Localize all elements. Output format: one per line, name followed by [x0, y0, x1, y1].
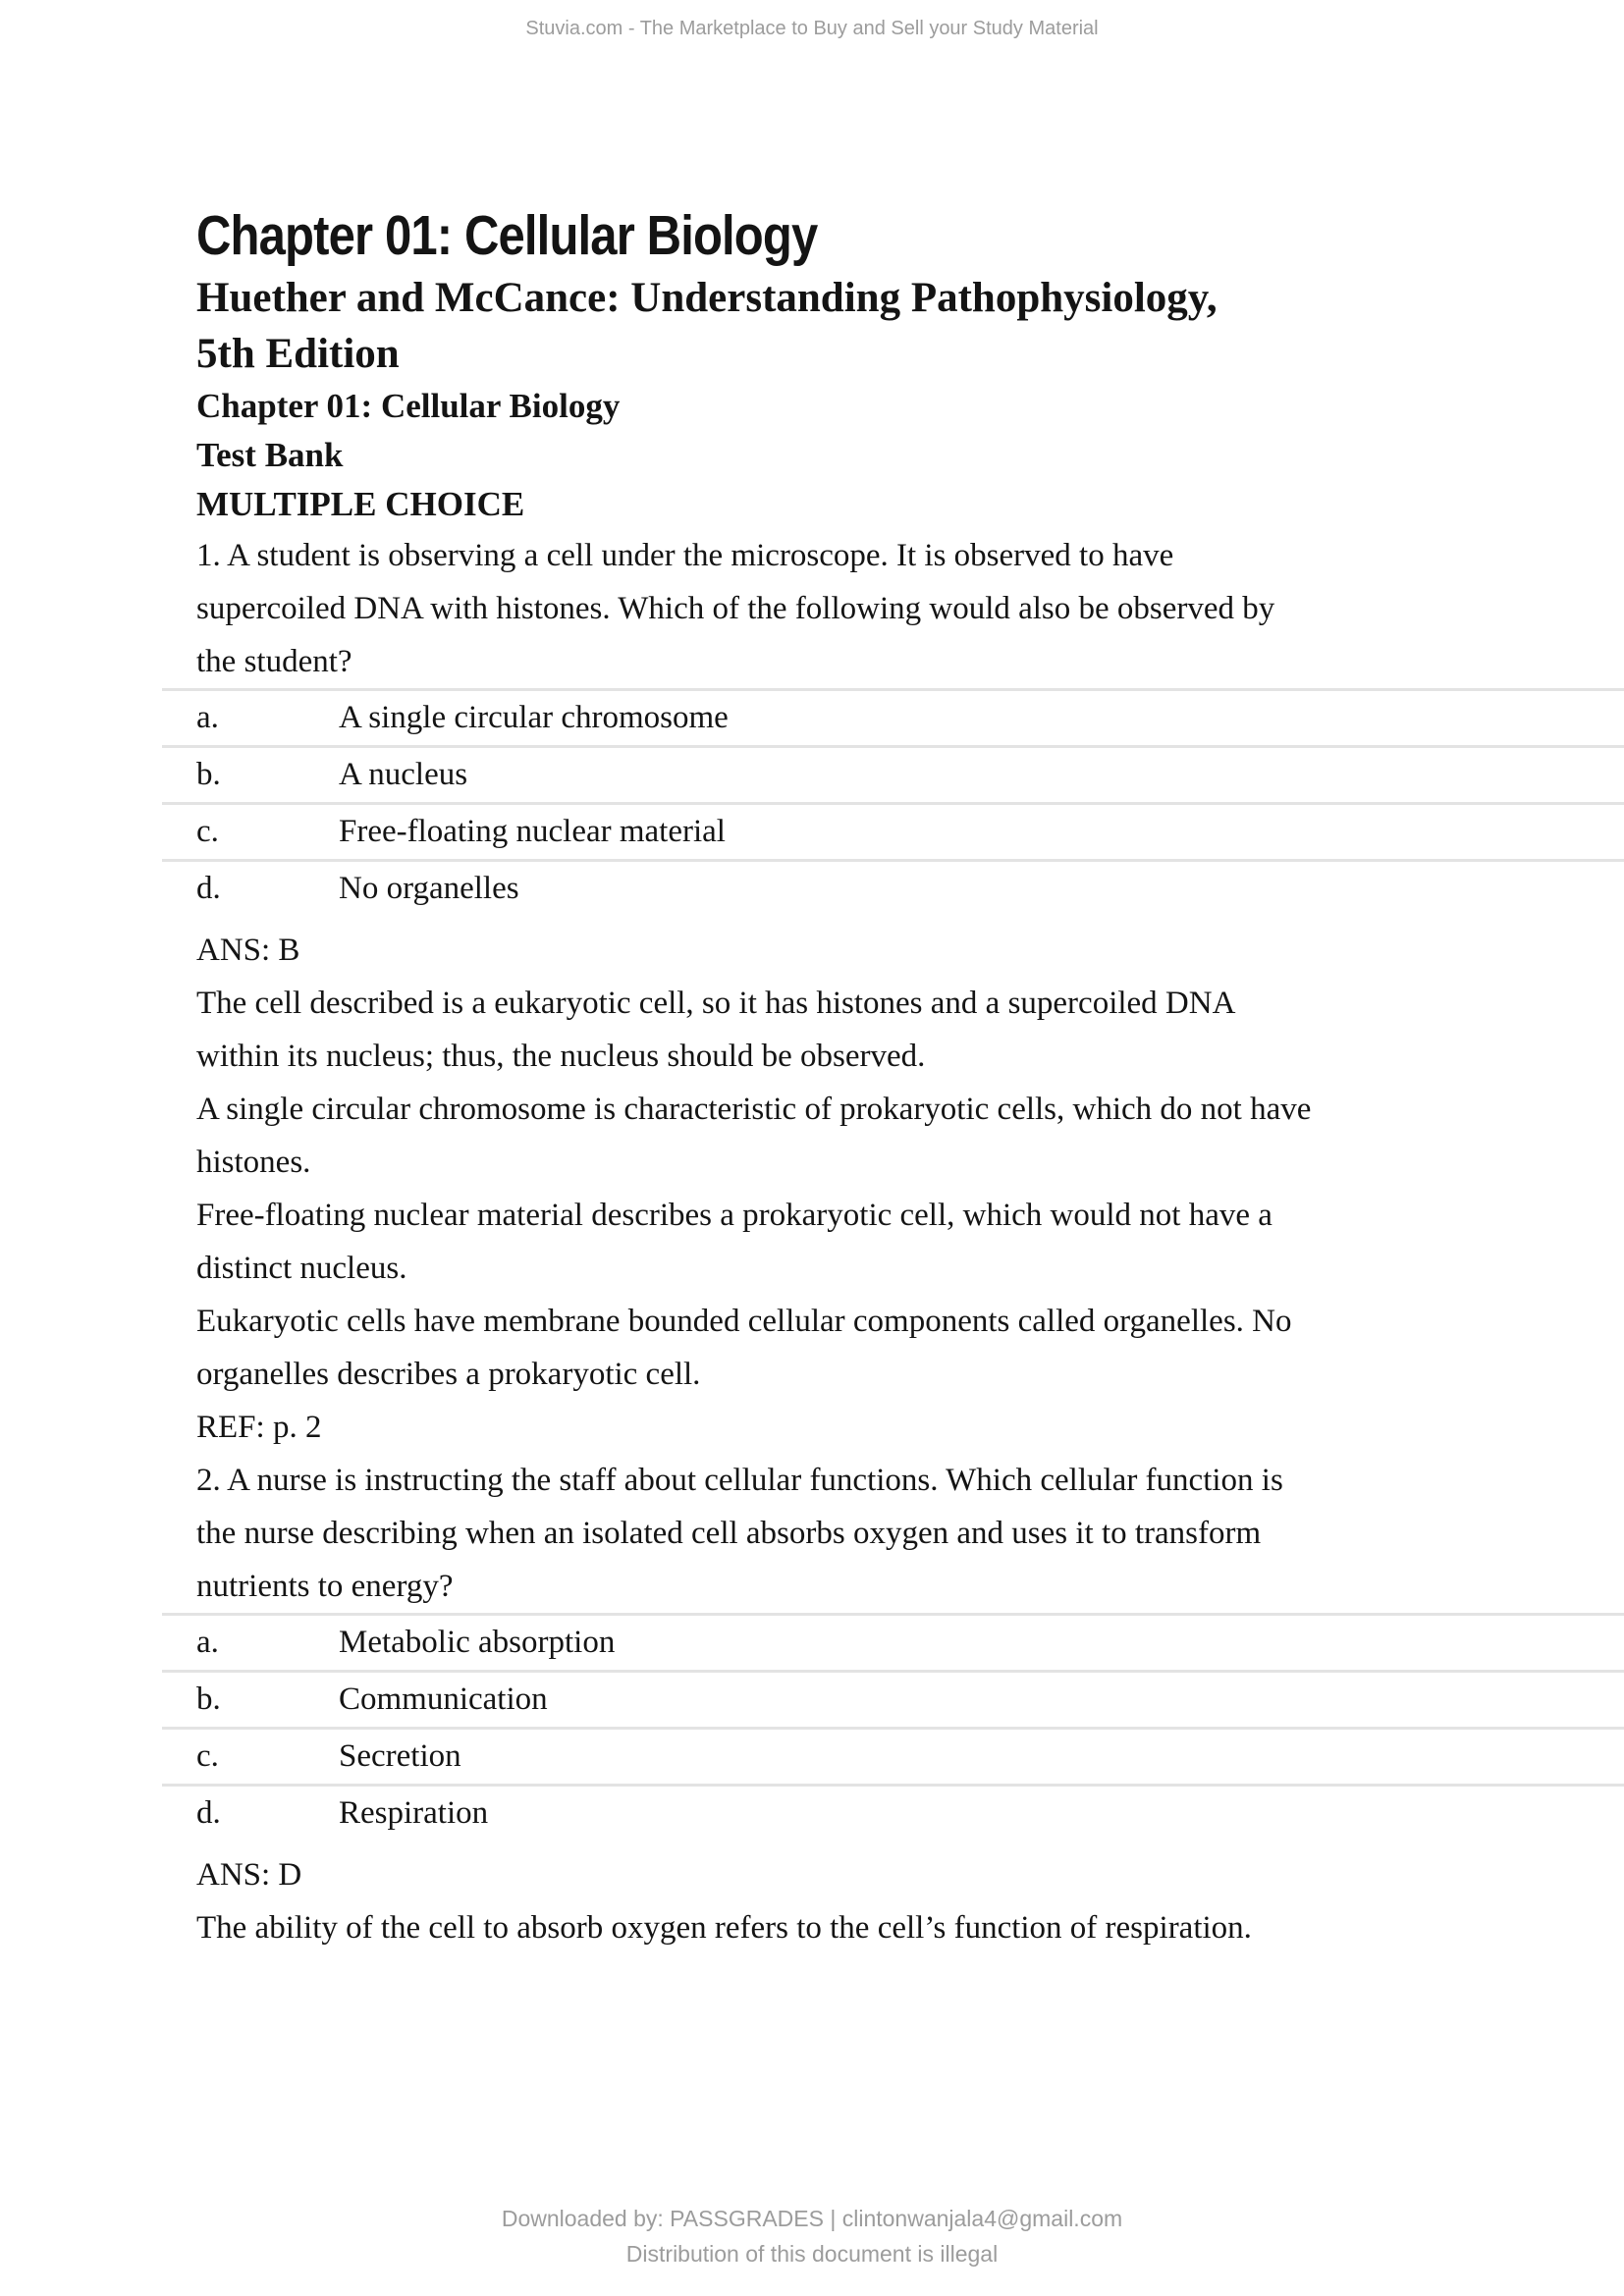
- option-row-d: [162, 859, 1624, 916]
- question-text-line: 1. A student is observing a cell under the microscope. It is observed to have: [196, 538, 1174, 573]
- option-text: A nucleus: [339, 757, 468, 792]
- rationale-line: A single circular chromosome is characteristic of prokaryotic cells, which do not have: [196, 1092, 1312, 1127]
- option-text: Free-floating nuclear material: [339, 814, 726, 849]
- rationale-line: within its nucleus; thus, the nucleus should be observed.: [196, 1039, 926, 1074]
- download-watermark-footer: [0, 2201, 1624, 2271]
- question-text-line: the nurse describing when an isolated cell absorbs oxygen and uses it to transform: [196, 1516, 1262, 1551]
- reference-line: REF: p. 2: [196, 1410, 322, 1445]
- site-watermark-header: Stuvia.com - The Marketplace to Buy and Sell your Study Material: [525, 18, 1099, 39]
- option-letter: b.: [196, 1682, 221, 1717]
- option-letter: b.: [196, 757, 221, 792]
- rationale-line: The ability of the cell to absorb oxygen refers to the cell’s function of respiration.: [196, 1910, 1252, 1946]
- book-subtitle: [196, 270, 1537, 382]
- option-row-b: [162, 1670, 1624, 1727]
- option-row-c: [162, 1727, 1624, 1784]
- question-text-line: nutrients to energy?: [196, 1569, 454, 1604]
- question-text-line: 2. A nurse is instructing the staff about cellular functions. Which cellular function is: [196, 1463, 1283, 1498]
- subtitle-line-2: 5th Edition: [196, 331, 400, 377]
- answer-line: ANS: D: [196, 1857, 302, 1893]
- footer-legal-notice: Distribution of this document is illegal: [625, 2241, 999, 2267]
- option-text: No organelles: [339, 871, 519, 906]
- option-text: Communication: [339, 1682, 548, 1717]
- question-2-options: [162, 1613, 1624, 1841]
- option-row-a: [162, 1613, 1624, 1670]
- footer-downloaded-by: Downloaded by: PASSGRADES | clintonwanjala4@gmail.com: [501, 2206, 1123, 2231]
- section-heading: MULTIPLE CHOICE: [196, 485, 525, 523]
- rationale-line: The cell described is a eukaryotic cell, so it has histones and a supercoiled DNA: [196, 986, 1236, 1021]
- option-text: Metabolic absorption: [339, 1625, 616, 1660]
- option-text: A single circular chromosome: [339, 700, 729, 735]
- question-2-rationale: [196, 1901, 1537, 1954]
- document-content: [196, 201, 1537, 1954]
- rationale-line: Eukaryotic cells have membrane bounded cellular components called organelles. No: [196, 1304, 1292, 1339]
- option-letter: c.: [196, 814, 219, 849]
- option-letter: c.: [196, 1738, 219, 1774]
- option-letter: a.: [196, 1625, 219, 1660]
- answer-line: ANS: B: [196, 933, 300, 968]
- rationale-line: distinct nucleus.: [196, 1251, 407, 1286]
- question-text-line: supercoiled DNA with histones. Which of the following would also be observed by: [196, 591, 1275, 626]
- option-row-b: [162, 745, 1624, 802]
- question-1: [196, 529, 1537, 1454]
- option-row-d: [162, 1784, 1624, 1841]
- question-text-line: the student?: [196, 644, 352, 679]
- question-1-rationale: [196, 977, 1537, 1401]
- option-letter: d.: [196, 1795, 221, 1831]
- option-letter: a.: [196, 700, 219, 735]
- rationale-line: Free-floating nuclear material describes a prokaryotic cell, which would not have a: [196, 1198, 1272, 1233]
- question-1-stem: [196, 529, 1537, 688]
- chapter-heading: Chapter 01: Cellular Biology: [196, 387, 621, 425]
- rationale-line: organelles describes a prokaryotic cell.: [196, 1357, 701, 1392]
- question-2: [196, 1454, 1537, 1954]
- rationale-line: histones.: [196, 1145, 311, 1180]
- subtitle-line-1: Huether and McCance: Understanding Pathophysiology,: [196, 275, 1218, 321]
- option-text: Respiration: [339, 1795, 489, 1831]
- document-title: Chapter 01: Cellular Biology: [196, 204, 818, 267]
- option-row-a: [162, 688, 1624, 745]
- option-row-c: [162, 802, 1624, 859]
- test-bank-label: Test Bank: [196, 436, 344, 474]
- option-letter: d.: [196, 871, 221, 906]
- question-2-stem: [196, 1454, 1537, 1613]
- option-text: Secretion: [339, 1738, 461, 1774]
- question-1-options: [162, 688, 1624, 916]
